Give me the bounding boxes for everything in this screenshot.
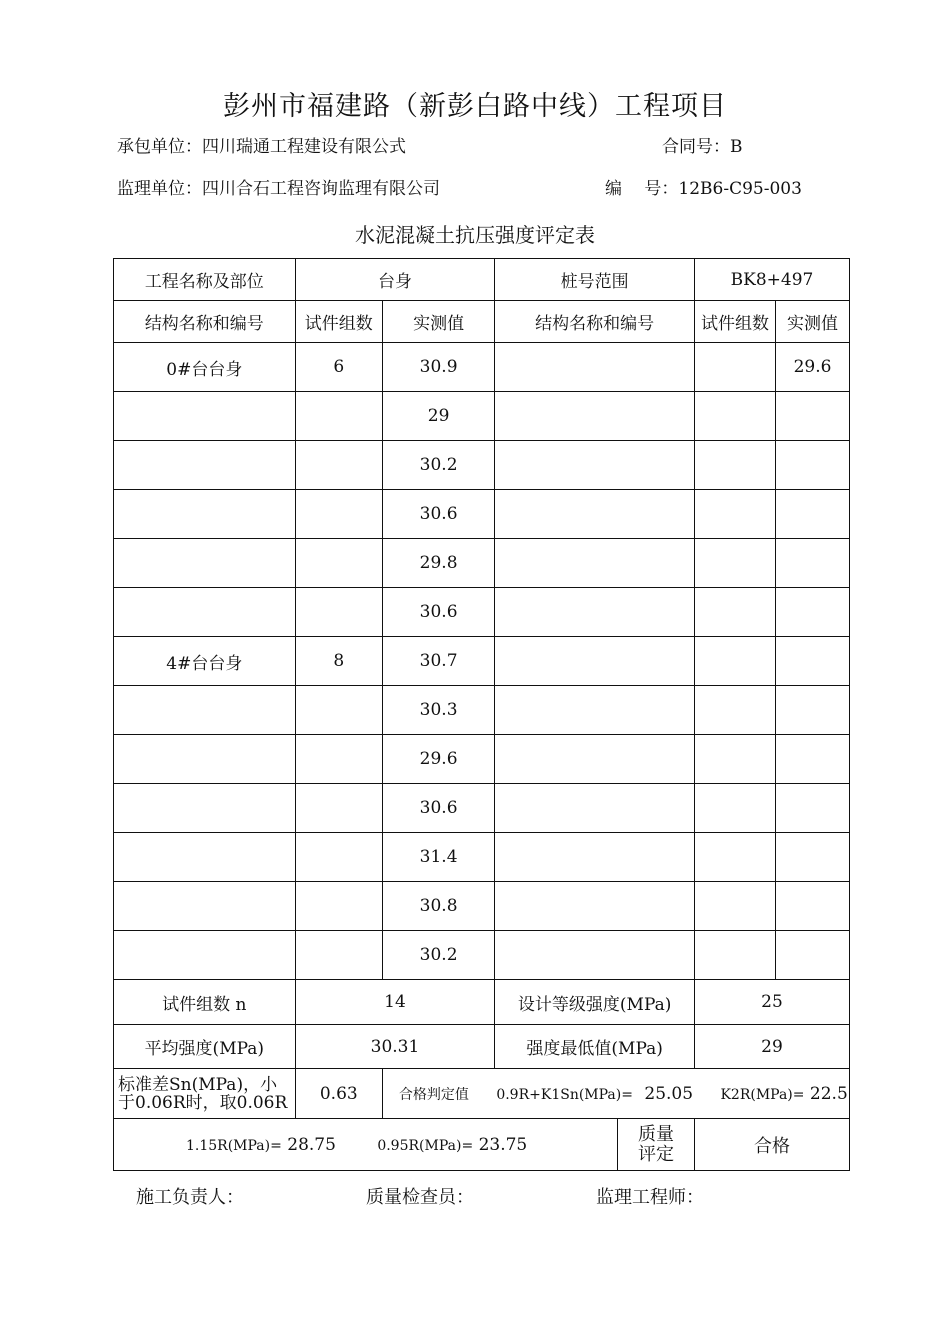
min-strength-label: 强度最低值(MPa)	[495, 1025, 695, 1069]
groups2-cell	[695, 637, 776, 686]
form-title: 水泥混凝土抗压强度评定表	[355, 223, 595, 247]
r115-label: 1.15R(MPa)=	[186, 1137, 282, 1154]
std-dev-label-line2: 于0.06R时，取0.06R	[118, 1092, 288, 1113]
groups2-cell	[695, 882, 776, 931]
structure2-cell	[495, 343, 695, 392]
groups-cell	[295, 882, 382, 931]
summary-row-sn	[114, 1069, 850, 1119]
structure-cell: 4#台台身	[114, 637, 296, 686]
project-row	[114, 259, 850, 301]
contractor-label: 承包单位：	[117, 137, 202, 157]
construction-lead-label: 施工负责人：	[136, 1187, 244, 1208]
table-row	[114, 882, 850, 931]
r115-value: 28.75	[287, 1134, 336, 1155]
groups-cell	[295, 588, 382, 637]
supervisor-line	[117, 174, 440, 199]
groups2-cell	[695, 392, 776, 441]
col-measured2-header: 实测值	[776, 301, 850, 343]
table-row	[114, 588, 850, 637]
structure2-cell	[495, 686, 695, 735]
measured-value-cell: 30.6	[382, 588, 494, 637]
structure-cell	[114, 686, 296, 735]
measured-value-cell: 30.7	[382, 637, 494, 686]
col-structure-header: 结构名称和编号	[114, 301, 296, 343]
structure2-cell	[495, 784, 695, 833]
quality-label-line2: 评定	[638, 1143, 674, 1165]
groups2-cell	[695, 441, 776, 490]
measured-value-cell: 31.4	[382, 833, 494, 882]
measured-value-cell: 29	[382, 392, 494, 441]
measured2-value-cell	[776, 882, 850, 931]
structure-cell	[114, 441, 296, 490]
quality-label-line1: 质量	[638, 1123, 674, 1145]
measured2-value-cell	[776, 735, 850, 784]
structure2-cell	[495, 588, 695, 637]
groups2-cell	[695, 539, 776, 588]
r-values-inner	[114, 1135, 617, 1155]
measured-value-cell: 30.8	[382, 882, 494, 931]
measured-value-cell: 30.2	[382, 931, 494, 980]
groups-cell	[295, 833, 382, 882]
measured2-value-cell	[776, 637, 850, 686]
structure-cell	[114, 539, 296, 588]
page-title: 彭州市福建路（新彭白路中线）工程项目	[223, 91, 727, 122]
measured2-value-cell	[776, 539, 850, 588]
std-dev-value: 0.63	[295, 1069, 382, 1119]
serial-no-label: 编 号：	[605, 179, 679, 199]
structure-cell	[114, 784, 296, 833]
serial-no-value: 12B6-C95-003	[678, 179, 802, 199]
supervisor-value: 四川合石工程咨询监理有限公司	[202, 179, 440, 199]
groups2-cell	[695, 686, 776, 735]
std-dev-label-line1: 标准差Sn(MPa)，小	[118, 1074, 278, 1095]
contract-no-label: 合同号：	[662, 137, 730, 157]
table-row	[114, 392, 850, 441]
k1-label: 0.9R+K1Sn(MPa)=	[496, 1086, 633, 1103]
structure2-cell	[495, 931, 695, 980]
col-structure2-header: 结构名称和编号	[495, 301, 695, 343]
table-row	[114, 441, 850, 490]
design-strength-value: 25	[695, 980, 850, 1025]
avg-strength-value: 30.31	[295, 1025, 495, 1069]
structure-cell	[114, 931, 296, 980]
table-row	[114, 931, 850, 980]
k2-value: 22.5	[809, 1083, 848, 1104]
structure-cell	[114, 735, 296, 784]
r095-value: 23.75	[478, 1134, 528, 1155]
table-row	[114, 833, 850, 882]
summary-row-n	[114, 980, 850, 1025]
measured-value-cell: 29.8	[382, 539, 494, 588]
table-row	[114, 686, 850, 735]
k2-label: K2R(MPa)=	[720, 1086, 805, 1103]
groups-cell	[295, 686, 382, 735]
r-values-wrap	[114, 1123, 694, 1165]
measured2-value-cell	[776, 588, 850, 637]
groups-cell	[295, 490, 382, 539]
n-label: 试件组数 n	[114, 980, 296, 1025]
table-row	[114, 637, 850, 686]
supervisor-label: 监理单位：	[117, 179, 202, 199]
quality-label	[617, 1119, 694, 1171]
groups-cell	[295, 392, 382, 441]
supervising-engineer-label: 监理工程师：	[596, 1187, 704, 1208]
groups2-cell	[695, 784, 776, 833]
groups2-cell	[695, 588, 776, 637]
column-header-row	[114, 301, 850, 343]
structure2-cell	[495, 441, 695, 490]
contractor-value: 四川瑞通工程建设有限公式	[202, 137, 406, 157]
structure-cell	[114, 392, 296, 441]
stake-value: BK8+497	[695, 259, 850, 301]
quality-value: 合格	[695, 1119, 850, 1171]
groups2-cell	[695, 833, 776, 882]
groups-cell	[295, 441, 382, 490]
groups2-cell	[695, 735, 776, 784]
structure-cell	[114, 882, 296, 931]
stake-label: 桩号范围	[495, 259, 695, 301]
min-strength-value: 29	[695, 1025, 850, 1069]
measured2-value-cell	[776, 931, 850, 980]
design-strength-label: 设计等级强度(MPa)	[495, 980, 695, 1025]
table-row	[114, 784, 850, 833]
groups-cell	[295, 539, 382, 588]
judgement-cell	[382, 1069, 849, 1119]
measured-value-cell: 30.3	[382, 686, 494, 735]
groups-cell: 6	[295, 343, 382, 392]
measured2-value-cell	[776, 784, 850, 833]
structure2-cell	[495, 833, 695, 882]
measured2-value-cell	[776, 833, 850, 882]
structure2-cell	[495, 882, 695, 931]
groups2-cell	[695, 490, 776, 539]
structure2-cell	[495, 735, 695, 784]
strength-table	[113, 258, 850, 1171]
measured-value-cell: 29.6	[382, 735, 494, 784]
groups-cell: 8	[295, 637, 382, 686]
measured2-value-cell	[776, 441, 850, 490]
measured2-value-cell	[776, 392, 850, 441]
std-dev-label	[114, 1069, 296, 1119]
structure-cell: 0#台台身	[114, 343, 296, 392]
summary-row-quality	[114, 1119, 850, 1171]
table-row	[114, 539, 850, 588]
measured-value-cell: 30.9	[382, 343, 494, 392]
serial-no-line	[605, 174, 802, 199]
measured-value-cell: 30.2	[382, 441, 494, 490]
n-value: 14	[295, 980, 495, 1025]
avg-strength-label: 平均强度(MPa)	[114, 1025, 296, 1069]
structure2-cell	[495, 490, 695, 539]
groups-cell	[295, 735, 382, 784]
structure-cell	[114, 833, 296, 882]
r-values-cell	[114, 1119, 695, 1171]
r095-label: 0.95R(MPa)=	[377, 1137, 474, 1154]
table-row	[114, 735, 850, 784]
groups-cell	[295, 784, 382, 833]
structure-cell	[114, 490, 296, 539]
col-groups-header: 试件组数	[295, 301, 382, 343]
table-row	[114, 490, 850, 539]
project-value: 台身	[295, 259, 495, 301]
structure-cell	[114, 588, 296, 637]
groups2-cell	[695, 931, 776, 980]
structure2-cell	[495, 392, 695, 441]
structure2-cell	[495, 637, 695, 686]
contract-no-line	[662, 132, 743, 157]
quality-inspector-label: 质量检查员：	[366, 1187, 474, 1208]
table-row	[114, 343, 850, 392]
measured2-value-cell	[776, 490, 850, 539]
contractor-line	[117, 132, 406, 157]
measured-value-cell: 30.6	[382, 490, 494, 539]
summary-row-avg	[114, 1025, 850, 1069]
measured2-value-cell: 29.6	[776, 343, 850, 392]
groups2-cell	[695, 343, 776, 392]
measured2-value-cell	[776, 686, 850, 735]
groups-cell	[295, 931, 382, 980]
structure2-cell	[495, 539, 695, 588]
contract-no-value: B	[730, 137, 743, 157]
judgement-label: 合格判定值	[398, 1086, 469, 1103]
col-groups2-header: 试件组数	[695, 301, 776, 343]
measured-value-cell: 30.6	[382, 784, 494, 833]
project-label: 工程名称及部位	[114, 259, 296, 301]
col-measured-header: 实测值	[382, 301, 494, 343]
k1-value: 25.05	[644, 1083, 694, 1104]
